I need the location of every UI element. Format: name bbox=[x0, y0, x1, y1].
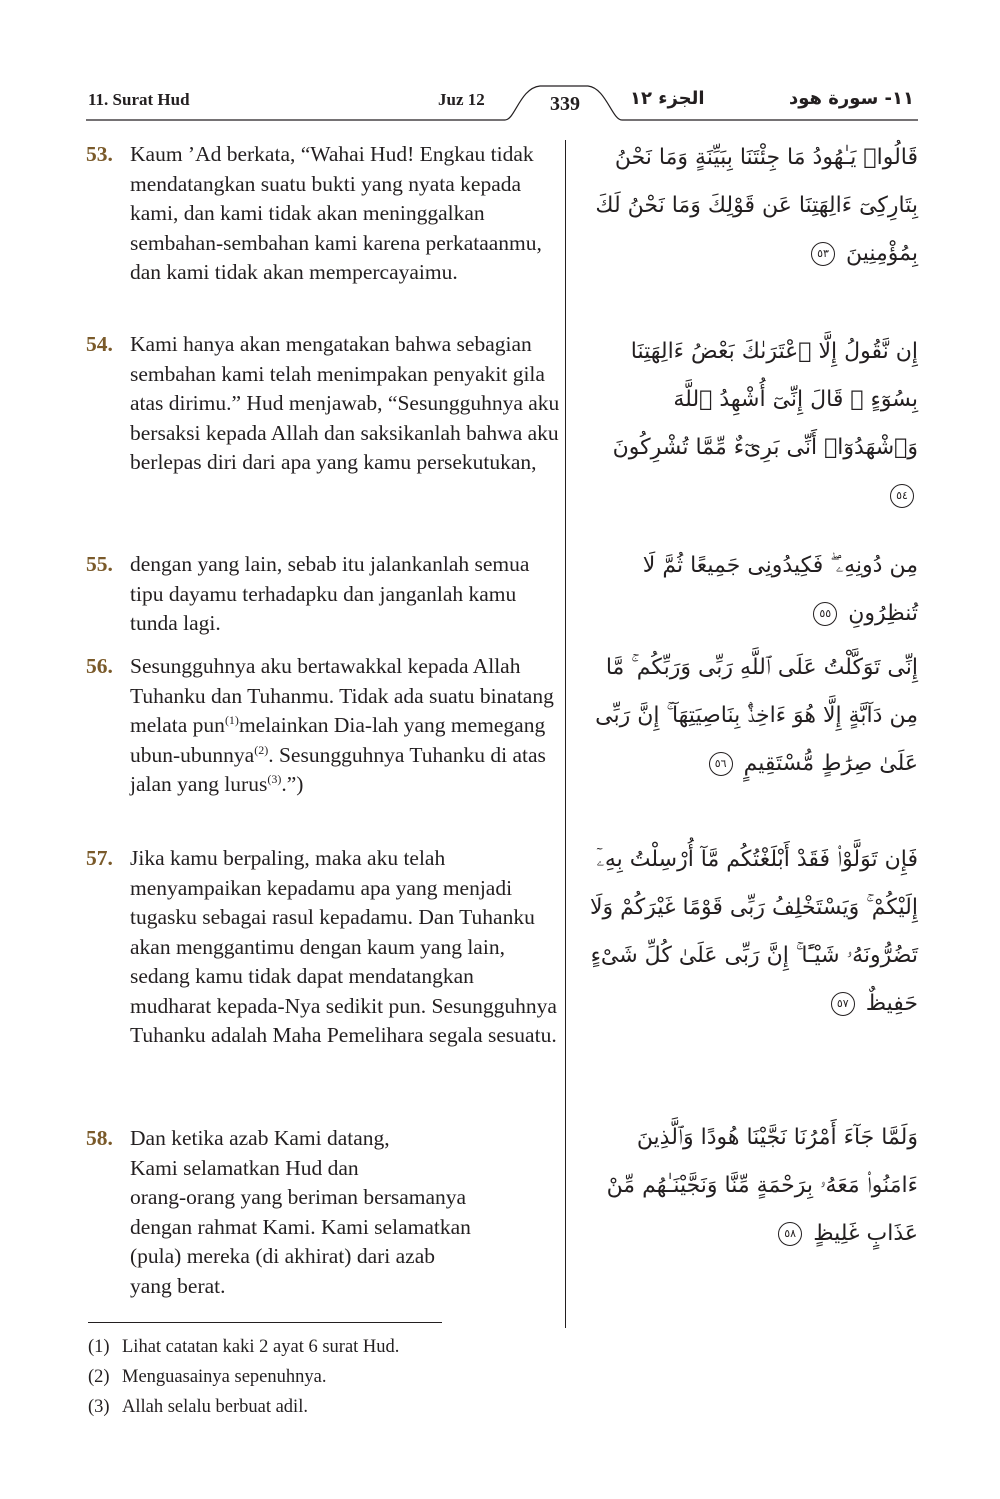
verse-text bbox=[130, 652, 560, 800]
page-number-tab bbox=[0, 0, 1000, 130]
footnote-2 bbox=[88, 1362, 548, 1392]
ayah-end-marker: ٥٧ bbox=[831, 992, 855, 1016]
verse-line: Kami selamatkan Hud dan bbox=[130, 1155, 359, 1180]
ayah-end-marker: ٥٨ bbox=[778, 1222, 802, 1246]
footnote-mark: (2) bbox=[88, 1367, 110, 1387]
verse-text-part: . Sesungguhnya Tuhanku di atas jalan yang lurus bbox=[130, 742, 546, 796]
verse-number: 53. bbox=[86, 142, 113, 166]
verse-text bbox=[130, 1124, 560, 1301]
verse-translation-55 bbox=[86, 550, 560, 639]
verse-text-part: Sesungguhnya aku bertawakkal kepada Allah Tuhanku dan Tuhanmu. Tidak ada suatu binatang melata pun bbox=[130, 654, 554, 737]
verse-line: dengan rahmat Kami. Kami selamatkan bbox=[130, 1214, 471, 1239]
verse-translation-56 bbox=[86, 652, 560, 800]
ayah-end-marker: ٥٣ bbox=[811, 242, 835, 266]
arabic-text: إِنِّى تَوَكَّلْتُ عَلَى ٱللَّهِ رَبِّى وَرَبِّكُم ۚ مَّا مِن دَآبَّةٍ إِلَّا هُوَ ءَاخِذٌۢ بِنَاصِيَتِهَآ ۚ إِنَّ رَبِّى عَلَىٰ صِرَٰطٍ مُّسْتَقِيمٍ bbox=[595, 655, 918, 776]
footnote-rule bbox=[88, 1322, 442, 1323]
verse-text: Kami hanya akan mengatakan bahwa sebagian sembahan kami telah menimpakan penyakit gila atas dirimu.” Hud menjawab, “Sesungguhnya aku bersaksi kepada Allah dan saksikanlah bahwa aku berlepas diri dari apa yang kamu persekutukan, bbox=[130, 332, 560, 474]
verse-number: 55. bbox=[86, 552, 113, 576]
footnote-text: Lihat catatan kaki 2 ayat 6 surat Hud. bbox=[122, 1337, 400, 1357]
verse-arabic-57 bbox=[588, 836, 918, 1028]
surah-title-latin: 11. Surat Hud bbox=[88, 90, 190, 109]
verse-translation-58 bbox=[86, 1124, 560, 1301]
footnote-mark: (3) bbox=[88, 1397, 110, 1417]
verse-line: Dan ketika azab Kami datang, bbox=[130, 1126, 390, 1150]
surah-title-arabic: ١١- سورة هود bbox=[789, 88, 914, 109]
verse-number: 54. bbox=[86, 332, 113, 356]
ayah-end-marker: ٥٤ bbox=[890, 484, 914, 508]
arabic-text: قَالُوا۟ يَـٰهُودُ مَا جِئْتَنَا بِبَيِّنَةٍ وَمَا نَحْنُ بِتَارِكِىٓ ءَالِهَتِنَا عَن قَوْلِكَ وَمَا نَحْنُ لَكَ بِمُؤْمِنِينَ bbox=[595, 145, 918, 266]
verse-text-part: .”) bbox=[281, 772, 304, 796]
verse-arabic-56 bbox=[588, 644, 918, 788]
footnote-text: Allah selalu berbuat adil. bbox=[122, 1397, 308, 1417]
page-number: 339 bbox=[550, 93, 580, 115]
verse-number: 57. bbox=[86, 846, 113, 870]
arabic-text: وَلَمَّا جَآءَ أَمْرُنَا نَجَّيْنَا هُودًا وَٱلَّذِينَ ءَامَنُوا۟ مَعَهُۥ بِرَحْمَةٍ مِّنَّا وَنَجَّيْنَـٰهُم مِّنْ عَذَابٍ غَلِيظٍ bbox=[606, 1125, 918, 1246]
column-divider bbox=[565, 140, 566, 1328]
verse-line: yang berat. bbox=[130, 1273, 226, 1298]
verse-arabic-54 bbox=[588, 328, 918, 520]
footnote-3 bbox=[88, 1392, 548, 1422]
page-header bbox=[0, 0, 1000, 130]
verse-text-part: melainkan Dia-lah yang memegang ubun-ubunnya bbox=[130, 713, 546, 767]
verse-arabic-53 bbox=[588, 134, 918, 278]
arabic-text: إِن نَّقُولُ إِلَّا ٱعْتَرَىٰكَ بَعْضُ ءَالِهَتِنَا بِسُوٓءٍ ۗ قَالَ إِنِّىٓ أُشْهِدُ ٱللَّهَ وَٱشْهَدُوٓا۟ أَنِّى بَرِىٓءٌ مِّمَّا تُشْرِكُونَ bbox=[612, 339, 918, 460]
footnote-ref-3[interactable]: (3) bbox=[267, 771, 282, 786]
arabic-text: مِن دُونِهِۦ ۖ فَكِيدُونِى جَمِيعًا ثُمَّ لَا تُنظِرُونِ bbox=[642, 553, 918, 626]
ayah-end-marker: ٥٥ bbox=[813, 602, 837, 626]
verse-number: 58. bbox=[86, 1126, 113, 1150]
verse-text: dengan yang lain, sebab itu jalankanlah semua tipu dayamu terhadapku dan janganlah kamu tunda lagi. bbox=[130, 552, 530, 635]
arabic-text: فَإِن تَوَلَّوْا۟ فَقَدْ أَبْلَغْتُكُم مَّآ أُرْسِلْتُ بِهِۦٓ إِلَيْكُمْ ۚ وَيَسْتَخْلِفُ رَبِّى قَوْمًا غَيْرَكُمْ وَلَا تَضُرُّونَهُۥ شَيْـًٔا ۚ إِنَّ رَبِّى عَلَىٰ كُلِّ شَىْءٍ حَفِيظٌ bbox=[589, 847, 918, 1016]
juz-label-arabic: الجزء ١٢ bbox=[630, 88, 705, 109]
verse-text: Jika kamu berpaling, maka aku telah menyampaikan kepadamu apa yang menjadi tugasku sebagai rasul kepadamu. Dan Tuhanku akan menggantimu dengan kaum yang lain, sedang kamu tidak dapat mendatangkan mudharat kepada-Nya sedikit pun. Sesungguhnya Tuhanku adalah Maha Pemelihara segala sesuatu. bbox=[130, 846, 557, 1047]
footnote-ref-2[interactable]: (2) bbox=[254, 742, 269, 757]
juz-label-latin: Juz 12 bbox=[438, 90, 485, 109]
footnote-text: Menguasainya sepenuhnya. bbox=[122, 1367, 327, 1387]
footnotes bbox=[88, 1332, 548, 1422]
verse-translation-53 bbox=[86, 140, 560, 288]
verse-arabic-58 bbox=[588, 1114, 918, 1258]
footnote-ref-1[interactable]: (1) bbox=[224, 712, 239, 727]
footnote-1 bbox=[88, 1332, 548, 1362]
verse-text: Kaum ’Ad berkata, “Wahai Hud! Engkau tidak mendatangkan suatu bukti yang nyata kepada kami, dan kami tidak akan meninggalkan sembahan-sembahan kami karena perkataanmu, dan kami tidak akan mempercayaimu. bbox=[130, 142, 542, 284]
verse-line: orang-orang yang beriman bersamanya bbox=[130, 1185, 467, 1209]
verse-line: (pula) mereka (di akhirat) dari azab bbox=[130, 1244, 436, 1268]
verse-arabic-55 bbox=[588, 542, 918, 638]
ayah-end-marker: ٥٦ bbox=[709, 752, 733, 776]
verse-translation-57 bbox=[86, 844, 560, 1051]
footnote-mark: (1) bbox=[88, 1337, 110, 1357]
verse-number: 56. bbox=[86, 654, 113, 678]
verse-translation-54 bbox=[86, 330, 560, 478]
